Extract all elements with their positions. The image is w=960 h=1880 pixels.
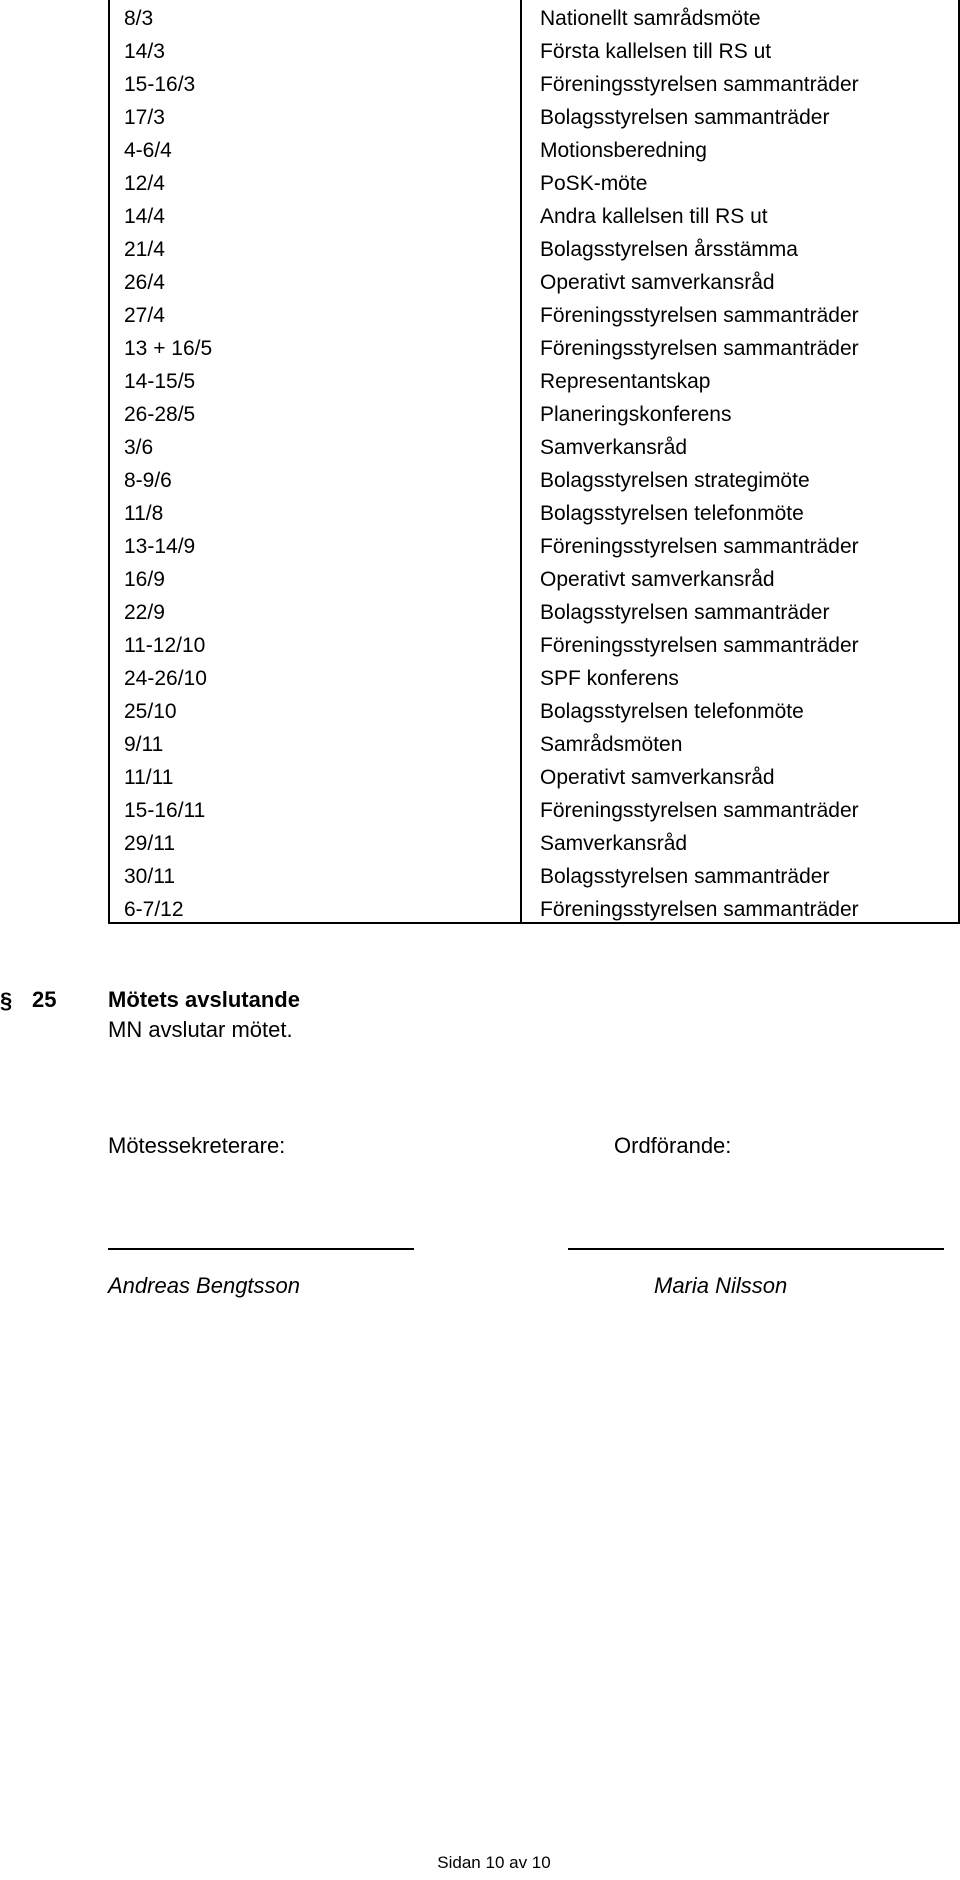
row-event: Bolagsstyrelsen årsstämma	[540, 238, 798, 261]
table-row	[110, 827, 958, 860]
row-date: 14/3	[124, 40, 165, 63]
row-event: Samrådsmöten	[540, 733, 683, 756]
row-date: 4-6/4	[124, 139, 172, 162]
table-row	[110, 530, 958, 563]
agenda-section	[0, 984, 960, 1054]
section-text: MN avslutar mötet.	[108, 1017, 293, 1042]
table-row	[110, 134, 958, 167]
section-number: 25	[32, 987, 57, 1012]
table-row	[110, 167, 958, 200]
row-date: 13-14/9	[124, 535, 196, 558]
table-row	[110, 860, 958, 893]
row-date: 15-16/11	[124, 799, 206, 822]
row-date: 11/8	[124, 502, 164, 525]
row-date: 11-12/10	[124, 634, 206, 657]
schedule-table	[108, 0, 960, 924]
row-date: 26/4	[124, 271, 165, 294]
row-event: Föreningsstyrelsen sammanträder	[540, 634, 859, 657]
section-title: Mötets avslutande	[108, 987, 300, 1012]
secretary-name: Andreas Bengtsson	[108, 1273, 301, 1298]
row-date: 25/10	[124, 700, 177, 723]
table-row	[110, 365, 958, 398]
row-date: 13 + 16/5	[124, 337, 213, 360]
row-event: Bolagsstyrelsen sammanträder	[540, 865, 830, 888]
table-row	[110, 266, 958, 299]
table-row	[110, 794, 958, 827]
row-event: Bolagsstyrelsen sammanträder	[540, 106, 830, 129]
row-event: Föreningsstyrelsen sammanträder	[540, 304, 859, 327]
row-event: SPF konferens	[540, 667, 679, 690]
row-event: PoSK-möte	[540, 172, 648, 195]
row-date: 16/9	[124, 568, 165, 591]
row-event: Representantskap	[540, 370, 711, 393]
row-event: Planeringskonferens	[540, 403, 732, 426]
row-event: Operativt samverkansråd	[540, 568, 775, 591]
table-row	[110, 464, 958, 497]
table-row	[110, 68, 958, 101]
row-date: 22/9	[124, 601, 165, 624]
row-date: 27/4	[124, 304, 165, 327]
row-date: 8-9/6	[124, 469, 172, 492]
row-event: Första kallelsen till RS ut	[540, 40, 772, 63]
row-date: 24-26/10	[124, 667, 207, 690]
row-date: 6-7/12	[124, 898, 184, 921]
row-event: Föreningsstyrelsen sammanträder	[540, 337, 859, 360]
row-event: Motionsberedning	[540, 139, 707, 162]
secretary-label: Mötessekreterare:	[108, 1133, 286, 1158]
table-row	[110, 233, 958, 266]
row-date: 15-16/3	[124, 73, 196, 96]
row-event: Föreningsstyrelsen sammanträder	[540, 898, 859, 921]
row-date: 17/3	[124, 106, 165, 129]
chair-signature-line	[568, 1248, 944, 1250]
row-event: Samverkansråd	[540, 436, 688, 459]
table-row	[110, 728, 958, 761]
row-date: 30/11	[124, 865, 175, 888]
row-event: Nationellt samrådsmöte	[540, 7, 761, 30]
table-row	[110, 398, 958, 431]
table-row	[110, 695, 958, 728]
table-row	[110, 101, 958, 134]
row-date: 21/4	[124, 238, 165, 261]
row-date: 14-15/5	[124, 370, 196, 393]
row-event: Bolagsstyrelsen strategimöte	[540, 469, 810, 492]
row-date: 26-28/5	[124, 403, 196, 426]
row-event: Andra kallelsen till RS ut	[540, 205, 768, 228]
row-event: Bolagsstyrelsen telefonmöte	[540, 502, 804, 525]
row-event: Operativt samverkansråd	[540, 766, 775, 789]
row-date: 12/4	[124, 172, 165, 195]
section-marker: §	[0, 988, 13, 1013]
table-row	[110, 893, 958, 926]
table-row	[110, 431, 958, 464]
row-date: 3/6	[124, 436, 154, 459]
table-row	[110, 629, 958, 662]
page-footer	[0, 1852, 960, 1874]
table-row	[110, 200, 958, 233]
secretary-signature-line	[108, 1248, 414, 1250]
row-event: Bolagsstyrelsen sammanträder	[540, 601, 830, 624]
table-row	[110, 299, 958, 332]
row-date: 14/4	[124, 205, 165, 228]
chair-label: Ordförande:	[614, 1133, 732, 1158]
row-date: 11/11	[124, 766, 174, 789]
table-row	[110, 2, 958, 35]
row-event: Föreningsstyrelsen sammanträder	[540, 535, 859, 558]
row-event: Föreningsstyrelsen sammanträder	[540, 799, 859, 822]
row-event: Operativt samverkansråd	[540, 271, 775, 294]
table-row	[110, 563, 958, 596]
row-date: 9/11	[124, 733, 164, 756]
row-date: 29/11	[124, 832, 175, 855]
page-number: Sidan 10 av 10	[437, 1853, 551, 1872]
table-row	[110, 35, 958, 68]
row-event: Samverkansråd	[540, 832, 688, 855]
row-event: Föreningsstyrelsen sammanträder	[540, 73, 859, 96]
table-row	[110, 332, 958, 365]
row-event: Bolagsstyrelsen telefonmöte	[540, 700, 804, 723]
table-row	[110, 596, 958, 629]
table-row	[110, 761, 958, 794]
chair-name: Maria Nilsson	[654, 1273, 788, 1298]
table-row	[110, 497, 958, 530]
row-date: 8/3	[124, 7, 154, 30]
table-row	[110, 662, 958, 695]
